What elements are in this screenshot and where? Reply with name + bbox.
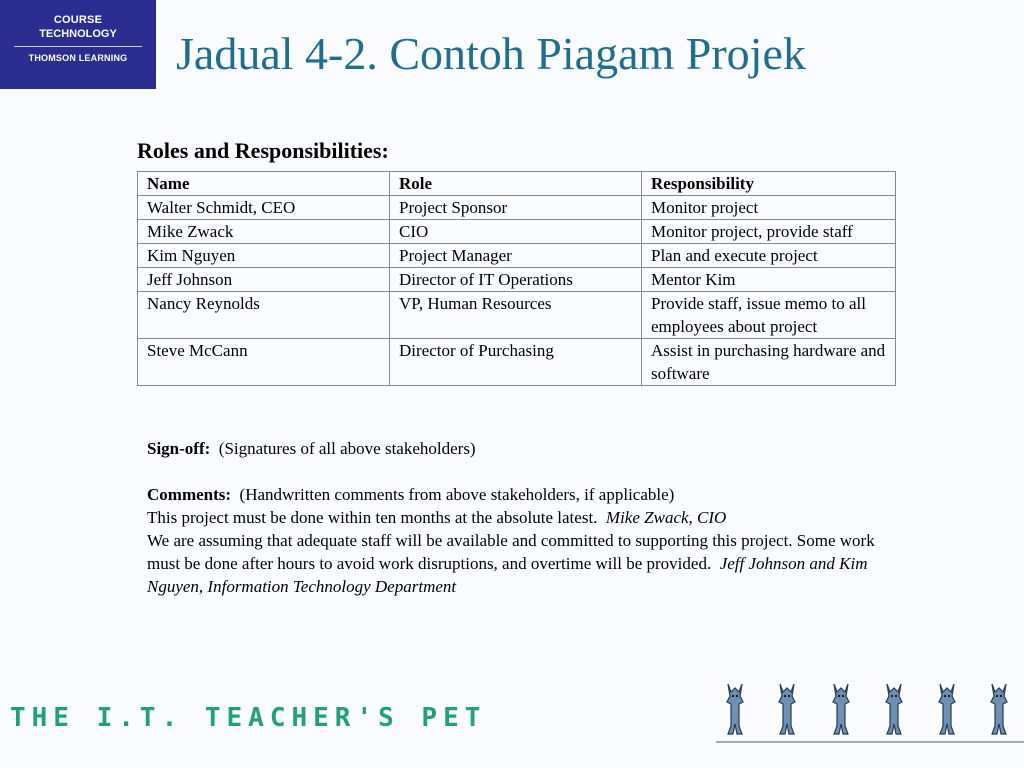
table-row: [138, 268, 896, 292]
comments-text: (Handwritten comments from above stakeholders, if applicable): [239, 485, 675, 504]
mascot-row: [718, 680, 1018, 738]
signoff-label: Sign-off:: [147, 439, 211, 458]
cell-responsibility: Plan and execute project: [642, 244, 896, 268]
cell-responsibility: Monitor project, provide staff: [642, 220, 896, 244]
comments-label: Comments:: [147, 485, 232, 504]
comment-1: [147, 506, 877, 529]
roles-table: [137, 171, 896, 386]
robot-dog-icon: [879, 680, 909, 738]
cell-role: Director of IT Operations: [390, 268, 642, 292]
cell-name: Jeff Johnson: [138, 268, 390, 292]
section-heading: Roles and Responsibilities:: [137, 138, 389, 163]
cell-responsibility: Mentor Kim: [642, 268, 896, 292]
column-header-name: Name: [138, 172, 390, 196]
cell-role: Director of Purchasing: [390, 339, 642, 386]
cell-name: Walter Schmidt, CEO: [138, 196, 390, 220]
table-row: [138, 220, 896, 244]
signoff-line: [147, 437, 877, 460]
cell-name: Mike Zwack: [138, 220, 390, 244]
logo-line-technology: TECHNOLOGY: [39, 28, 117, 40]
cell-responsibility: Monitor project: [642, 196, 896, 220]
robot-dog-icon: [720, 680, 750, 738]
footer-brand: THE I.T. TEACHER'S PET: [10, 703, 487, 733]
robot-dog-icon: [826, 680, 856, 738]
slide-title: Jadual 4-2. Contoh Piagam Projek: [176, 28, 806, 79]
cell-name: Kim Nguyen: [138, 244, 390, 268]
footer-divider: [716, 741, 1024, 743]
cell-responsibility: Provide staff, issue memo to all employees about project: [642, 292, 896, 339]
table-header-row: [138, 172, 896, 196]
comments-line: [147, 483, 877, 506]
comment-2: [147, 529, 877, 598]
comment-1-text: This project must be done within ten months at the absolute latest.: [147, 508, 598, 527]
cell-role: VP, Human Resources: [390, 292, 642, 339]
cell-role: CIO: [390, 220, 642, 244]
notes-block: [147, 437, 877, 598]
column-header-role: Role: [390, 172, 642, 196]
signoff-text: (Signatures of all above stakeholders): [218, 439, 476, 458]
logo-line-thomson: THOMSON LEARNING: [28, 53, 128, 63]
table-row: [138, 244, 896, 268]
cell-role: Project Sponsor: [390, 196, 642, 220]
robot-dog-icon: [984, 680, 1014, 738]
cell-role: Project Manager: [390, 244, 642, 268]
column-header-responsibility: Responsibility: [642, 172, 896, 196]
comment-1-author: Mike Zwack, CIO: [605, 508, 727, 527]
robot-dog-icon: [932, 680, 962, 738]
course-technology-logo: [0, 0, 156, 89]
table-row: [138, 196, 896, 220]
table-row: [138, 292, 896, 339]
cell-responsibility: Assist in purchasing hardware and software: [642, 339, 896, 386]
comment-2-text: We are assuming that adequate staff will be available and committed to supporting this project. Some work must be done after hours to avoid work disruptions, and overtime will be provided.: [147, 531, 875, 573]
table-row: [138, 339, 896, 386]
cell-name: Steve McCann: [138, 339, 390, 386]
logo-line-course: COURSE: [53, 14, 103, 26]
comment-2-author: Jeff Johnson and Kim Nguyen, Information Technology Department: [147, 554, 868, 596]
cell-name: Nancy Reynolds: [138, 292, 390, 339]
robot-dog-icon: [772, 680, 802, 738]
logo-divider: [14, 46, 142, 47]
